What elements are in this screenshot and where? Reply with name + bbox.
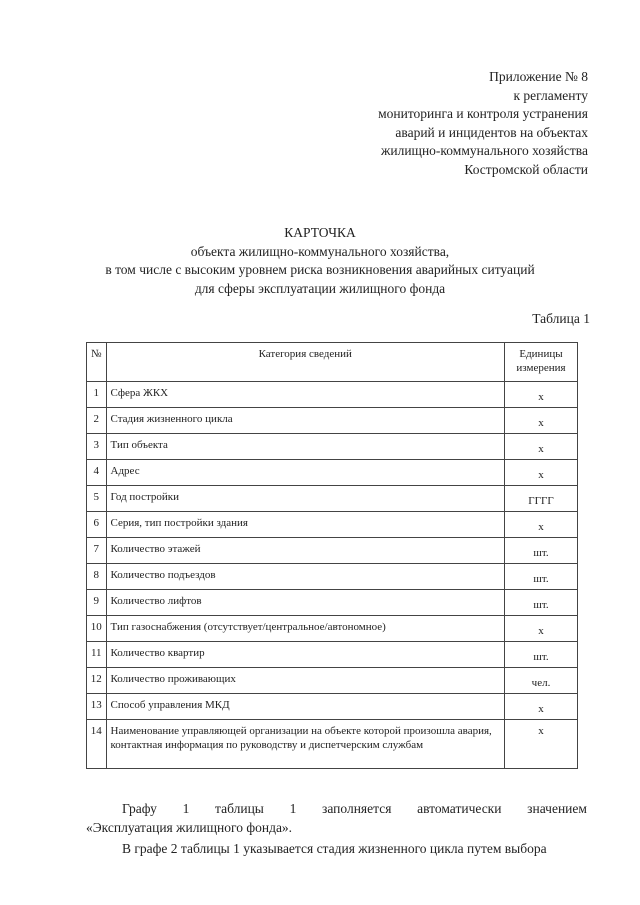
word: 1	[289, 801, 297, 816]
row-unit: шт.	[505, 538, 578, 564]
row-unit: х	[505, 720, 578, 769]
row-category: Тип газоснабжения (отсутствует/центральное/автономное)	[106, 616, 505, 642]
row-category: Количество квартир	[106, 642, 505, 668]
row-num: 10	[87, 616, 107, 642]
header-unit: Единицы измерения	[505, 343, 578, 382]
table-row	[87, 486, 578, 512]
row-category: Год постройки	[106, 486, 505, 512]
row-unit: ГГГГ	[505, 486, 578, 512]
table-row	[87, 616, 578, 642]
table-row	[87, 590, 578, 616]
row-category: Количество проживающих	[106, 668, 505, 694]
row-num: 6	[87, 512, 107, 538]
table-row	[87, 694, 578, 720]
appendix-line: мониторинга и контроля устранения	[378, 106, 588, 121]
row-category: Серия, тип постройки здания	[106, 512, 505, 538]
table-row	[87, 720, 578, 769]
word: заполняется	[322, 801, 392, 816]
table-row	[87, 512, 578, 538]
row-unit: шт.	[505, 564, 578, 590]
card-subtitle-line: в том числе с высоким уровнем риска возникновения аварийных ситуаций	[105, 262, 535, 277]
row-category: Количество этажей	[106, 538, 505, 564]
appendix-line: Приложение № 8	[489, 69, 588, 84]
row-num: 8	[87, 564, 107, 590]
row-unit: х	[505, 460, 578, 486]
card-subtitle-line: для сферы эксплуатации жилищного фонда	[194, 280, 446, 296]
header-num: №	[87, 343, 107, 382]
appendix-reference	[378, 68, 588, 179]
table-row	[87, 408, 578, 434]
row-num: 11	[87, 642, 107, 668]
row-category: Количество лифтов	[106, 590, 505, 616]
paragraph-2: В графе 2 таблицы 1 указывается стадия жизненного цикла путем выбора	[122, 841, 547, 856]
table-row	[87, 668, 578, 694]
table-row	[87, 564, 578, 590]
table-label: Таблица 1	[532, 311, 590, 326]
row-num: 1	[87, 382, 107, 408]
appendix-line: к регламенту	[513, 87, 588, 103]
row-category: Стадия жизненного цикла	[106, 408, 505, 434]
paragraph-1-line-2: «Эксплуатация жилищного фонда».	[86, 820, 293, 835]
row-num: 9	[87, 590, 107, 616]
row-unit: х	[505, 616, 578, 642]
row-unit: шт.	[505, 642, 578, 668]
row-num: 14	[87, 720, 107, 769]
row-unit: х	[505, 694, 578, 720]
card-title-block	[0, 224, 640, 298]
table-row	[87, 434, 578, 460]
appendix-line: аварий и инцидентов на объектах	[395, 124, 588, 140]
row-num: 3	[87, 434, 107, 460]
word: таблицы	[215, 801, 264, 816]
paragraph-1	[86, 799, 587, 837]
table-row	[87, 538, 578, 564]
row-num: 12	[87, 668, 107, 694]
row-num: 7	[87, 538, 107, 564]
table-row	[87, 642, 578, 668]
row-num: 4	[87, 460, 107, 486]
appendix-line: жилищно-коммунального хозяйства	[381, 143, 588, 158]
header-category: Категория сведений	[106, 343, 505, 382]
word: автоматически	[417, 801, 502, 816]
row-num: 13	[87, 694, 107, 720]
body-text	[86, 799, 587, 858]
card-title: КАРТОЧКА	[284, 225, 356, 240]
row-unit: чел.	[505, 668, 578, 694]
word: Графу	[122, 801, 157, 816]
row-category: Количество подъездов	[106, 564, 505, 590]
word: 1	[182, 801, 190, 816]
row-category: Сфера ЖКХ	[106, 382, 505, 408]
row-unit: шт.	[505, 590, 578, 616]
card-subtitle-line: объекта жилищно-коммунального хозяйства,	[190, 243, 450, 259]
paragraph-1-line-1	[86, 799, 587, 818]
row-num: 2	[87, 408, 107, 434]
word: значением	[527, 801, 587, 816]
table-row	[87, 460, 578, 486]
row-category: Тип объекта	[106, 434, 505, 460]
row-num: 5	[87, 486, 107, 512]
row-category: Способ управления МКД	[106, 694, 505, 720]
row-unit: х	[505, 512, 578, 538]
table-header-row	[87, 343, 578, 382]
row-unit: х	[505, 434, 578, 460]
row-category: Наименование управляющей организации на объекте которой произошла авария, контактная информация по руководству и диспетчерским службам	[106, 720, 505, 769]
row-unit: х	[505, 408, 578, 434]
row-unit: х	[505, 382, 578, 408]
info-table	[86, 342, 578, 769]
appendix-line: Костромской области	[464, 161, 588, 177]
table-row	[87, 382, 578, 408]
row-category: Адрес	[106, 460, 505, 486]
